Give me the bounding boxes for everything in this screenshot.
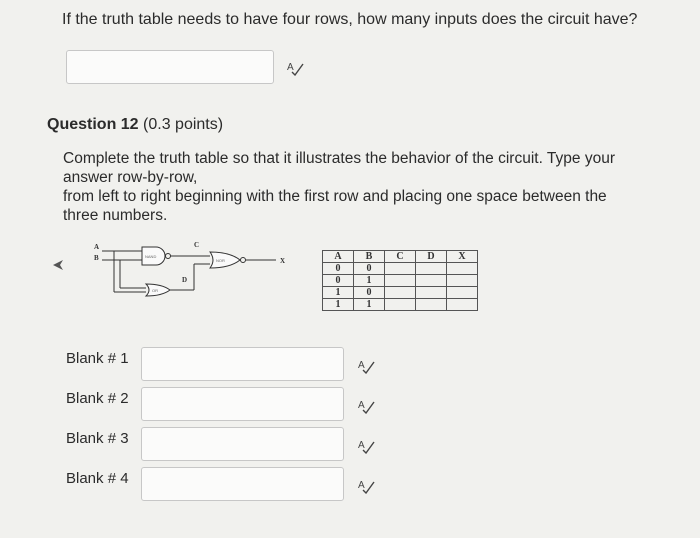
- truth-table-cell: [385, 263, 416, 275]
- instructions-line-1: Complete the truth table so that it illustrates the behavior of the circuit. Type your: [63, 150, 615, 167]
- truth-table-cell: 0: [323, 275, 354, 287]
- logic-circuit-diagram: [90, 234, 300, 304]
- question-12-instructions: [63, 149, 683, 225]
- instructions-line-4: three numbers.: [63, 207, 168, 224]
- truth-table-header: D: [416, 251, 447, 263]
- truth-table-cell: 1: [323, 299, 354, 311]
- blank-3-label: Blank # 3: [66, 430, 129, 447]
- truth-table-cell: 1: [323, 287, 354, 299]
- svg-text:A: A: [358, 480, 365, 491]
- truth-table-cell: [447, 299, 478, 311]
- spellcheck-icon[interactable]: [286, 60, 304, 81]
- question-11-answer-input[interactable]: [66, 50, 274, 84]
- truth-table-cell: [385, 287, 416, 299]
- truth-table-cell: [385, 299, 416, 311]
- truth-table-cell: [416, 287, 447, 299]
- truth-table-cell: [416, 299, 447, 311]
- gate-label-or: OR: [152, 288, 158, 293]
- truth-table-cell: [447, 287, 478, 299]
- truth-table-cell: [416, 263, 447, 275]
- truth-table-header: X: [447, 251, 478, 263]
- circuit-label-b: B: [94, 254, 99, 262]
- circuit-label-d: D: [182, 276, 188, 284]
- question-12-heading: Question 12: [47, 116, 139, 133]
- question-11-prompt: If the truth table needs to have four rows, how many inputs does the circuit have?: [62, 11, 638, 28]
- spellcheck-icon[interactable]: [357, 398, 375, 419]
- gate-label-nand: NAND: [145, 254, 157, 259]
- svg-text:A: A: [358, 360, 365, 371]
- blank-4-input[interactable]: [141, 467, 344, 501]
- svg-text:A: A: [287, 62, 294, 73]
- truth-table-header-row: [323, 251, 478, 263]
- truth-table-cell: 0: [354, 263, 385, 275]
- svg-text:A: A: [358, 400, 365, 411]
- truth-table-row: [323, 275, 478, 287]
- truth-table-header: C: [385, 251, 416, 263]
- mouse-cursor-icon: [52, 258, 64, 276]
- question-12-header: [47, 116, 223, 134]
- spellcheck-icon[interactable]: [357, 478, 375, 499]
- truth-table-header: A: [323, 251, 354, 263]
- truth-table-cell: 0: [354, 287, 385, 299]
- truth-table-header: B: [354, 251, 385, 263]
- instructions-line-2: answer row-by-row,: [63, 169, 198, 186]
- svg-text:A: A: [358, 440, 365, 451]
- truth-table-row: [323, 299, 478, 311]
- blank-1-input[interactable]: [141, 347, 344, 381]
- truth-table-row: [323, 263, 478, 275]
- truth-table-cell: [385, 275, 416, 287]
- blank-2-label: Blank # 2: [66, 390, 129, 407]
- blank-2-input[interactable]: [141, 387, 344, 421]
- spellcheck-icon[interactable]: [357, 438, 375, 459]
- circuit-label-c: C: [194, 241, 200, 249]
- spellcheck-icon[interactable]: [357, 358, 375, 379]
- truth-table-row: [323, 287, 478, 299]
- gate-label-nor: NOR: [216, 258, 225, 263]
- blank-1-label: Blank # 1: [66, 350, 129, 367]
- circuit-label-x: X: [280, 257, 286, 265]
- instructions-line-3: from left to right beginning with the first row and placing one space between the: [63, 188, 607, 205]
- blank-3-input[interactable]: [141, 427, 344, 461]
- question-12-points: (0.3 points): [143, 116, 224, 133]
- truth-table: [322, 250, 478, 311]
- truth-table-cell: [416, 275, 447, 287]
- truth-table-cell: [447, 263, 478, 275]
- truth-table-cell: 1: [354, 299, 385, 311]
- blank-4-label: Blank # 4: [66, 470, 129, 487]
- circuit-label-a: A: [94, 243, 100, 251]
- truth-table-cell: 1: [354, 275, 385, 287]
- truth-table-cell: [447, 275, 478, 287]
- truth-table-cell: 0: [323, 263, 354, 275]
